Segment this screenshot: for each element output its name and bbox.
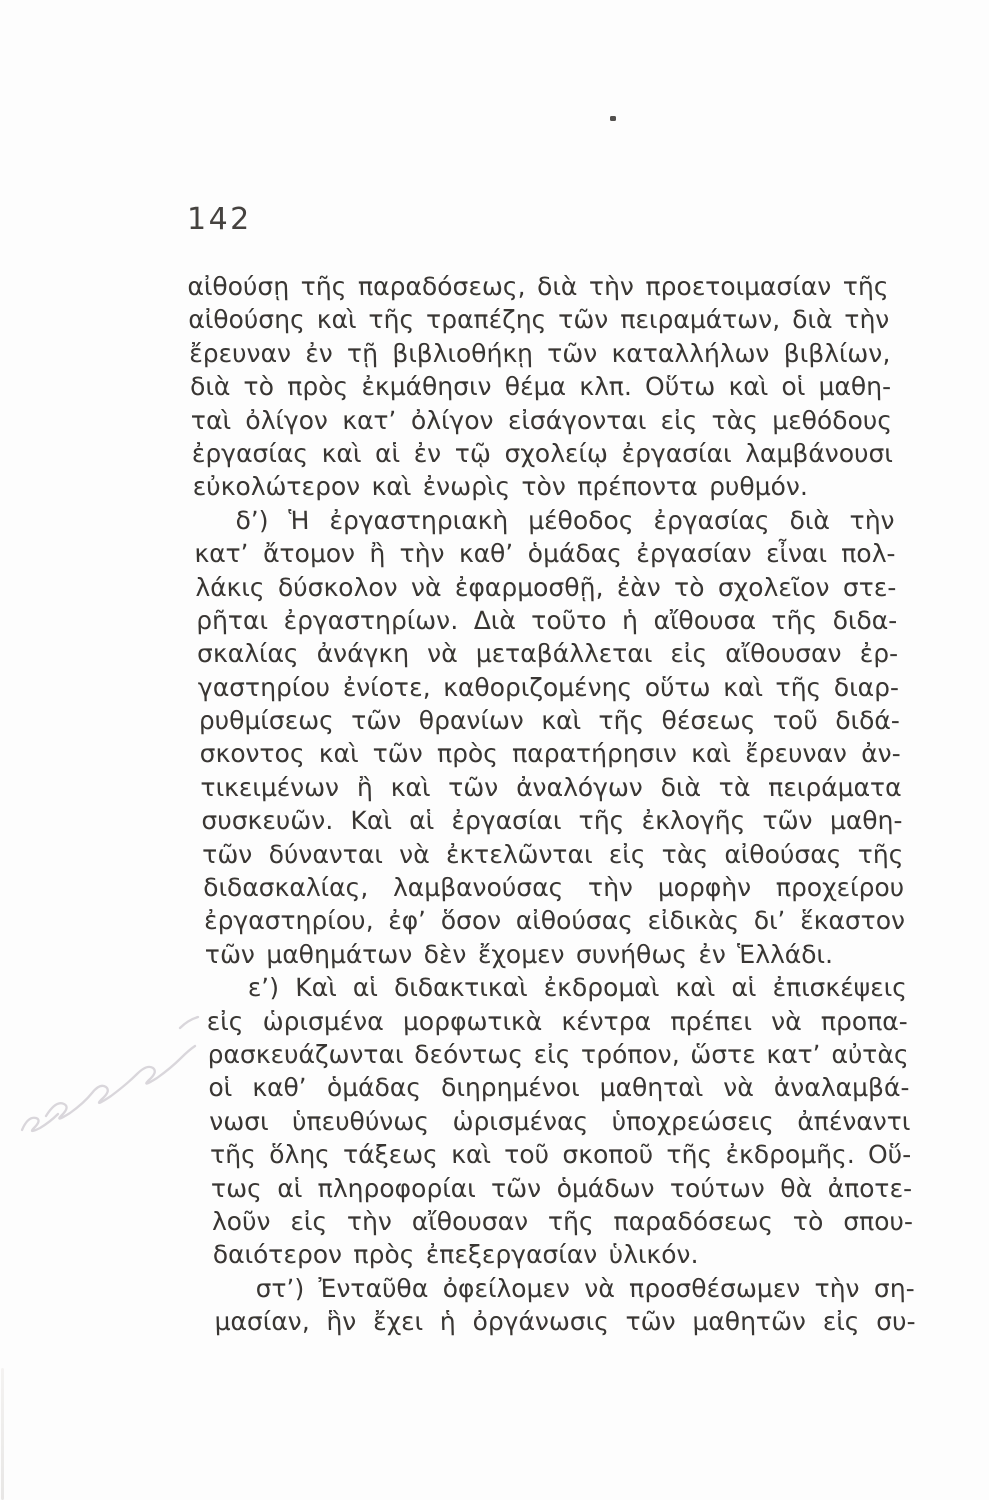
text-line: λάκις δύσκολον νὰ ἐφαρμοσθῇ, ἐὰν τὸ σχολεῖον στε- [194,572,897,602]
text-line: λοῦν εἰς τὴν αἴθουσαν τῆς παραδόσεως τὸ σπου- [211,1206,914,1236]
ink-speck [610,116,616,121]
text-line: τῆς ὅλης τάξεως καὶ τοῦ σκοποῦ τῆς ἐκδρομῆς. Οὕ- [209,1140,912,1170]
text-line: αἰθούσῃ τῆς παραδόσεως, διὰ τὴν προετοιμασίαν τῆς [187,272,889,301]
text-line: εἰς ὡρισμένα μορφωτικὰ κέντρα πρέπει νὰ προπα- [206,1006,909,1036]
text-block [187,270,916,1339]
text-line: οἱ καθ’ ὁμάδας διηρημένοι μαθηταὶ νὰ ἀναλαμβά- [208,1073,910,1103]
text-line: ἐργαστηρίου, ἐφ’ ὅσον αἰθούσας εἰδικὰς δι’ ἕκαστον [203,906,906,936]
text-line: συσκευῶν. Καὶ αἱ ἐργασίαι τῆς ἐκλογῆς τῶν μαθη- [201,806,903,836]
text-line: ρυθμίσεως τῶν θρανίων καὶ τῆς θέσεως τοῦ διδά- [198,706,901,736]
text-line: τῶν δύνανται νὰ ἐκτελῶνται εἰς τὰς αἰθούσας τῆς [201,839,904,869]
text-line: τικειμένων ἢ καὶ τῶν ἀναλόγων διὰ τὰ πειράματα [200,772,902,802]
page-number: 142 [187,202,252,237]
text-line: ἐργασίας καὶ αἱ ἐν τῷ σχολείῳ ἐργασίαι λαμβάνουσι [191,438,894,468]
text-line: σκαλίας ἀνάγκη νὰ μεταβάλλεται εἰς αἴθουσαν ἐρ- [196,639,899,669]
paragraph-epsilon [205,971,914,1272]
text-line: στ’) Ἐνταῦθα ὀφείλομεν νὰ προσθέσωμεν τὴν ση- [255,1273,916,1303]
text-line: ρασκευάζωνται δεόντως εἰς τρόπον, ὥστε κατ’ αὐτὰς [207,1039,909,1069]
text-line: σκοντος καὶ τῶν πρὸς παρατήρησιν καὶ ἔρευναν ἀν- [199,739,902,769]
paragraph-continuation [187,270,894,504]
text-line: γαστηρίου ἐνίοτε, καθοριζομένης οὕτω καὶ τῆς διαρ- [197,672,900,702]
text-line: διδασκαλίας, λαμβανούσας τὴν μορφὴν προχείρου [202,873,905,903]
text-line: δαιότερον πρὸς ἐπεξεργασίαν ὑλικόν. [212,1240,699,1270]
text-line: δ’) Ἡ ἐργαστηριακὴ μέθοδος ἐργασίας διὰ τὴν [235,505,895,535]
paragraph-stigma [213,1272,916,1339]
text-line: ρῆται ἐργαστηρίων. Διὰ τοῦτο ἡ αἴθουσα τῆς διδα- [195,605,898,635]
paragraph-delta [193,504,906,971]
text-line: ἔρευναν ἐν τῇ βιβλιοθήκῃ τῶν καταλλήλων βιβλίων, [188,338,891,368]
text-line: κατ’ ἄτομον ἢ τὴν καθ’ ὁμάδας ἐργασίαν εἶναι πολ- [194,539,896,569]
text-line: μασίαν, ἣν ἔχει ἡ ὀργάνωσις τῶν μαθητῶν εἰς συ- [214,1307,916,1337]
text-line: τως αἱ πληροφορίαι τῶν ὁμάδων τούτων θὰ ἀποτε- [210,1173,913,1203]
text-line: αἰθούσης καὶ τῆς τραπέζης τῶν πειραμάτων, διὰ τὴν [187,305,890,335]
text-line: ε’) Καὶ αἱ διδακτικαὶ ἐκδρομαὶ καὶ αἱ ἐπισκέψεις [247,973,908,1003]
text-line: διὰ τὸ πρὸς ἐκμάθησιν θέμα κλπ. Οὕτω καὶ οἱ μαθη- [189,372,892,402]
text-line: εὐκολώτερον καὶ ἐνωρὶς τὸν πρέποντα ρυθμόν. [192,472,809,502]
margin-pencil-scribble [12,992,212,1147]
scan-edge-artifact [1,1368,4,1500]
text-line: νωσι ὑπευθύνως ὡρισμένας ὑποχρεώσεις ἀπέναντι [208,1106,911,1136]
text-line: ταὶ ὀλίγον κατ’ ὀλίγον εἰσάγονται εἰς τὰς μεθόδους [190,405,893,435]
text-line: τῶν μαθημάτων δὲν ἔχομεν συνήθως ἐν Ἑλλάδι. [204,939,834,969]
